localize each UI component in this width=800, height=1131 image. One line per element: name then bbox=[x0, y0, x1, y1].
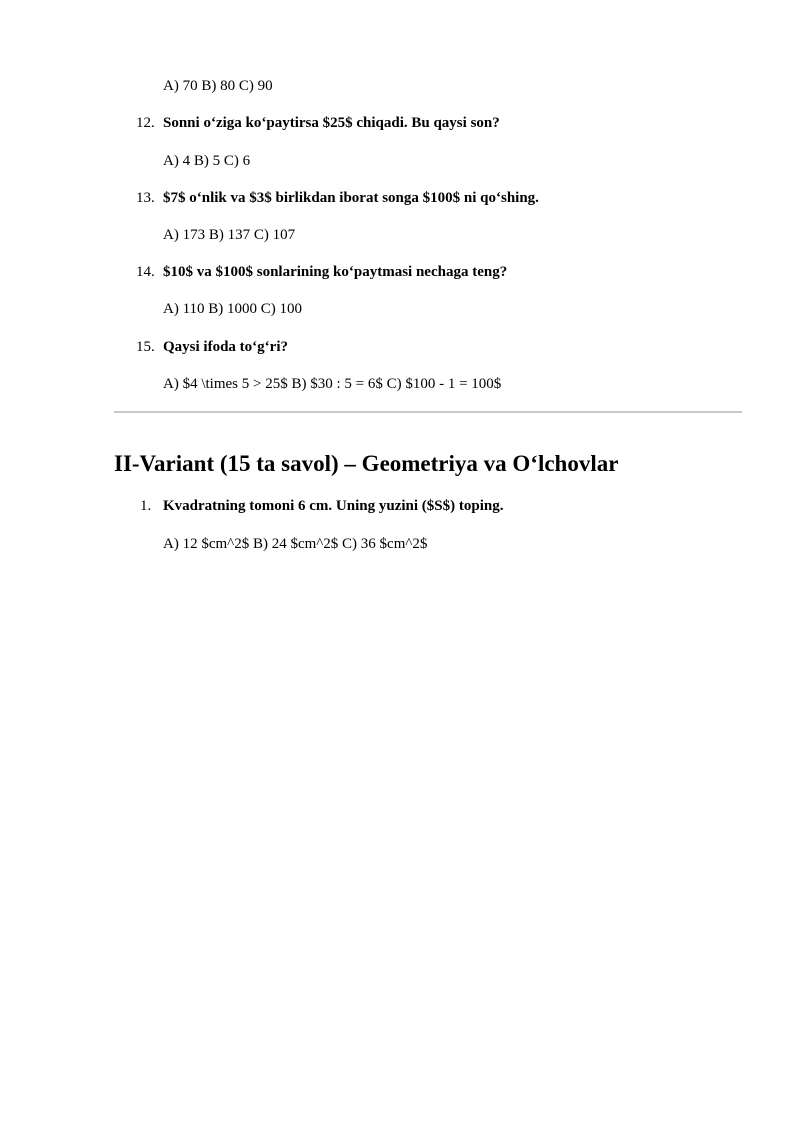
question-number: 12. bbox=[136, 115, 155, 131]
answer-options: A) 12 $cm^2$ B) 24 $cm^2$ C) 36 $cm^2$ bbox=[163, 536, 428, 552]
horizontal-divider bbox=[114, 411, 742, 413]
question-text: $10$ va $100$ sonlarining ko‘paytmasi nechaga teng? bbox=[163, 264, 508, 280]
question-item bbox=[136, 338, 288, 356]
answer-options: A) 4 B) 5 C) 6 bbox=[163, 153, 251, 169]
question-text: Qaysi ifoda to‘g‘ri? bbox=[163, 339, 288, 355]
answer-options: A) 110 B) 1000 C) 100 bbox=[163, 301, 303, 317]
section-heading: II-Variant (15 ta savol) – Geometriya va O‘lchovlar bbox=[114, 451, 619, 476]
answer-options: A) $4 \times 5 > 25$ B) $30 : 5 = 6$ C) $100 - 1 = 100$ bbox=[163, 376, 502, 392]
question-item bbox=[136, 263, 507, 281]
question-text: $7$ o‘nlik va $3$ birlikdan iborat songa $100$ ni qo‘shing. bbox=[163, 190, 539, 206]
answer-options: A) 173 B) 137 C) 107 bbox=[163, 227, 296, 243]
question-item bbox=[136, 114, 500, 132]
question-text: Sonni o‘ziga ko‘paytirsa $25$ chiqadi. Bu qaysi son? bbox=[163, 115, 500, 131]
question-number: 15. bbox=[136, 339, 155, 355]
question-text: Kvadratning tomoni 6 cm. Uning yuzini ($S$) toping. bbox=[163, 498, 504, 514]
answer-options: A) 70 B) 80 C) 90 bbox=[163, 78, 273, 94]
question-number: 13. bbox=[136, 190, 155, 206]
question-item bbox=[136, 497, 503, 515]
question-item bbox=[136, 189, 539, 207]
question-number: 1. bbox=[140, 498, 152, 514]
question-number: 14. bbox=[136, 264, 155, 280]
